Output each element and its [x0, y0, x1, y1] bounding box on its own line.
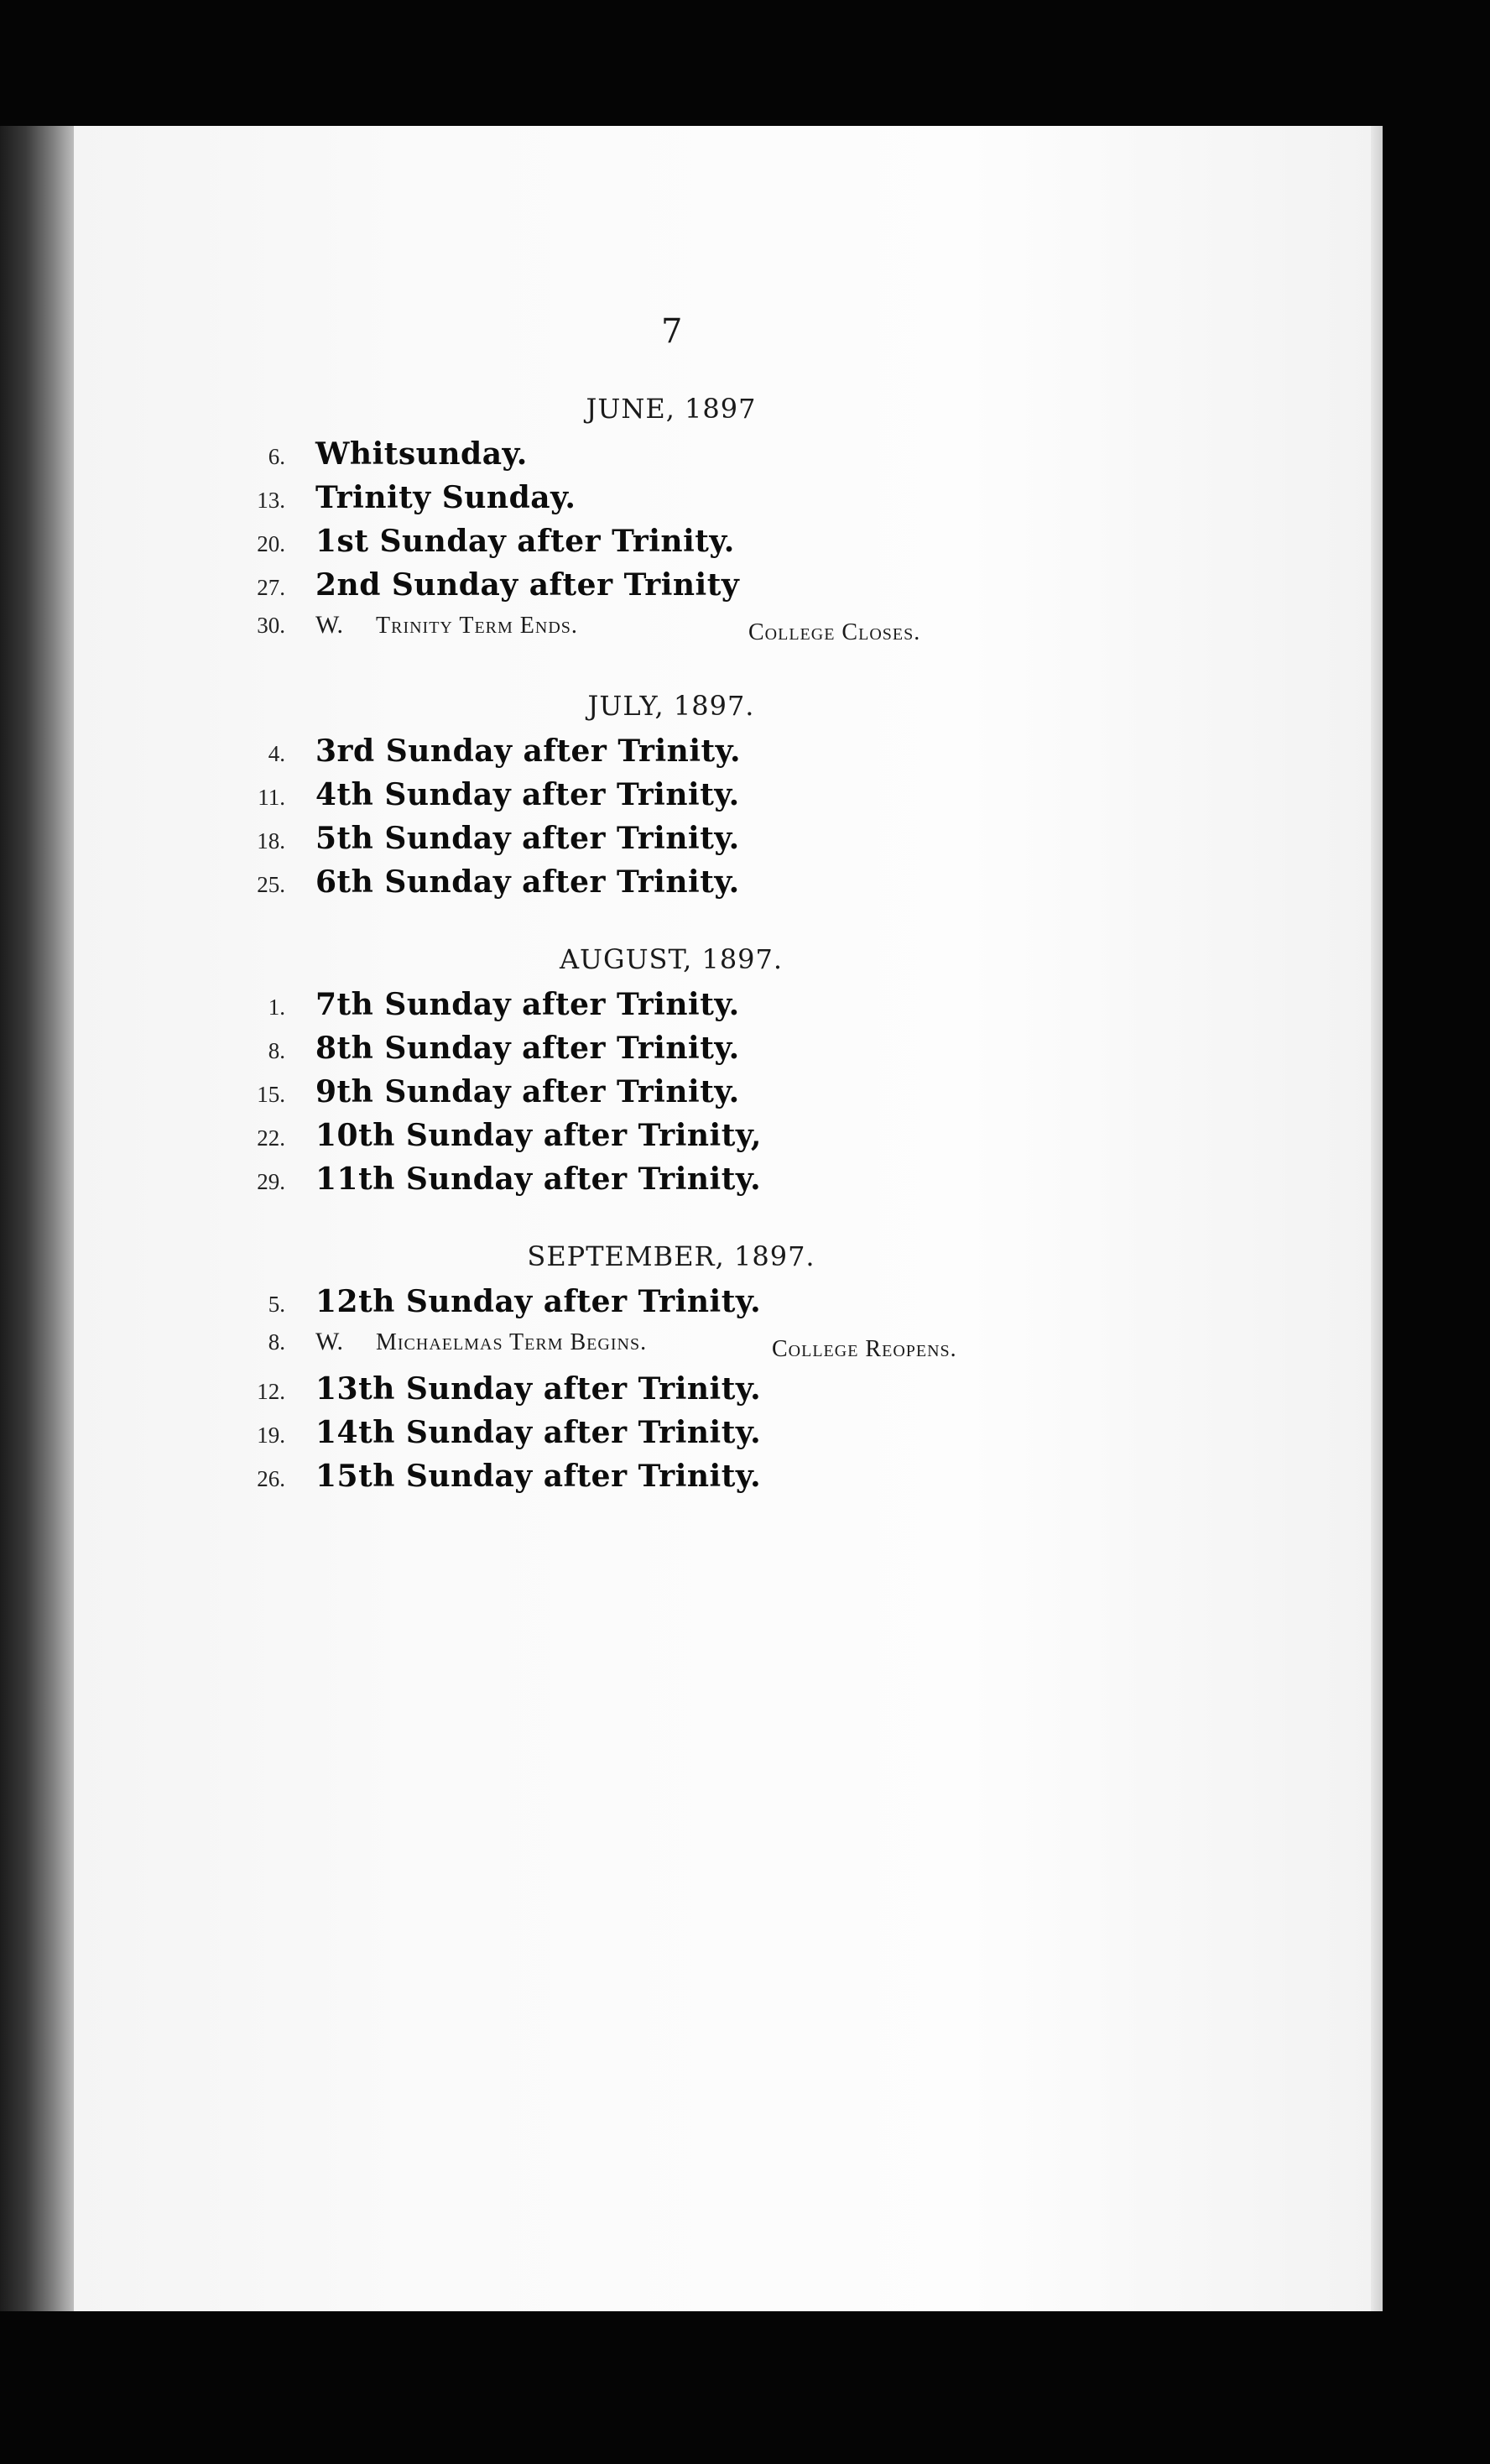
- day-number: 29.: [257, 1169, 285, 1194]
- observance-name: 7th Sunday after Trinity.: [315, 987, 740, 1022]
- observance-name: 15th Sunday after Trinity.: [315, 1459, 762, 1494]
- day-number: 12.: [257, 1379, 285, 1404]
- observance-name: 14th Sunday after Trinity.: [315, 1415, 762, 1450]
- day-number: 30.: [257, 613, 285, 638]
- day-number: 18.: [257, 828, 285, 854]
- college-event: College Reopens.: [772, 1336, 957, 1362]
- observance-name: Trinity Sunday.: [315, 480, 576, 515]
- calendar-entry: [218, 777, 1309, 821]
- observance-name: 10th Sunday after Trinity,: [315, 1118, 762, 1153]
- weekday: W.: [315, 611, 344, 639]
- calendar-entry: [218, 1284, 1309, 1328]
- day-number: 4.: [268, 741, 285, 766]
- day-number: 19.: [257, 1423, 285, 1448]
- month-heading-september: SEPTEMBER, 1897.: [527, 1240, 815, 1272]
- observance-name: 6th Sunday after Trinity.: [315, 864, 740, 900]
- day-number: 13.: [257, 488, 285, 513]
- calendar-entry: [218, 821, 1309, 864]
- calendar-entry: [218, 1031, 1309, 1074]
- term-event: Trinity Term Ends.: [376, 613, 578, 639]
- calendar-entry: [218, 1459, 1309, 1502]
- observance-name: Whitsunday.: [315, 436, 528, 472]
- calendar-entry: [218, 567, 1309, 611]
- term-event: Michaelmas Term Begins.: [376, 1329, 648, 1355]
- day-number: 8.: [268, 1038, 285, 1063]
- calendar-entry: [218, 1415, 1309, 1459]
- day-number: 25.: [257, 872, 285, 897]
- day-number: 8.: [268, 1329, 285, 1355]
- calendar-entry: [218, 987, 1309, 1031]
- day-number: 6.: [268, 444, 285, 469]
- calendar-entry: [218, 733, 1309, 777]
- calendar-entry: [218, 864, 1309, 908]
- calendar-content: [0, 126, 1383, 2311]
- calendar-entry: [218, 480, 1309, 524]
- observance-name: 1st Sunday after Trinity.: [315, 524, 735, 559]
- observance-name: 5th Sunday after Trinity.: [315, 821, 740, 856]
- observance-name: 12th Sunday after Trinity.: [315, 1284, 762, 1319]
- college-event: College Closes.: [748, 619, 921, 645]
- day-number: 11.: [258, 785, 285, 810]
- month-heading-june: JUNE, 1897: [586, 393, 757, 425]
- observance-name: 4th Sunday after Trinity.: [315, 777, 740, 812]
- calendar-entry: [218, 1371, 1309, 1415]
- document-page: [0, 126, 1383, 2311]
- day-number: 15.: [257, 1082, 285, 1107]
- month-heading-august: AUGUST, 1897.: [559, 943, 784, 975]
- page-number: 7: [661, 312, 683, 351]
- calendar-entry: [218, 1074, 1309, 1118]
- day-number: 26.: [257, 1466, 285, 1491]
- observance-name: 9th Sunday after Trinity.: [315, 1074, 740, 1109]
- calendar-entry: [218, 1328, 1309, 1371]
- day-number: 1.: [268, 994, 285, 1020]
- observance-name: 8th Sunday after Trinity.: [315, 1031, 740, 1066]
- day-number: 5.: [268, 1292, 285, 1317]
- calendar-entry: [218, 524, 1309, 567]
- observance-name: 3rd Sunday after Trinity.: [315, 733, 741, 769]
- observance-name: 11th Sunday after Trinity.: [315, 1162, 762, 1197]
- day-number: 27.: [257, 575, 285, 600]
- day-number: 22.: [257, 1125, 285, 1151]
- observance-name: 13th Sunday after Trinity.: [315, 1371, 762, 1407]
- observance-name: 2nd Sunday after Trinity: [315, 567, 740, 603]
- weekday: W.: [315, 1328, 344, 1355]
- month-heading-july: JULY, 1897.: [587, 690, 755, 722]
- calendar-entry: [218, 1162, 1309, 1205]
- day-number: 20.: [257, 531, 285, 556]
- calendar-entry: [218, 436, 1309, 480]
- calendar-entry: [218, 1118, 1309, 1162]
